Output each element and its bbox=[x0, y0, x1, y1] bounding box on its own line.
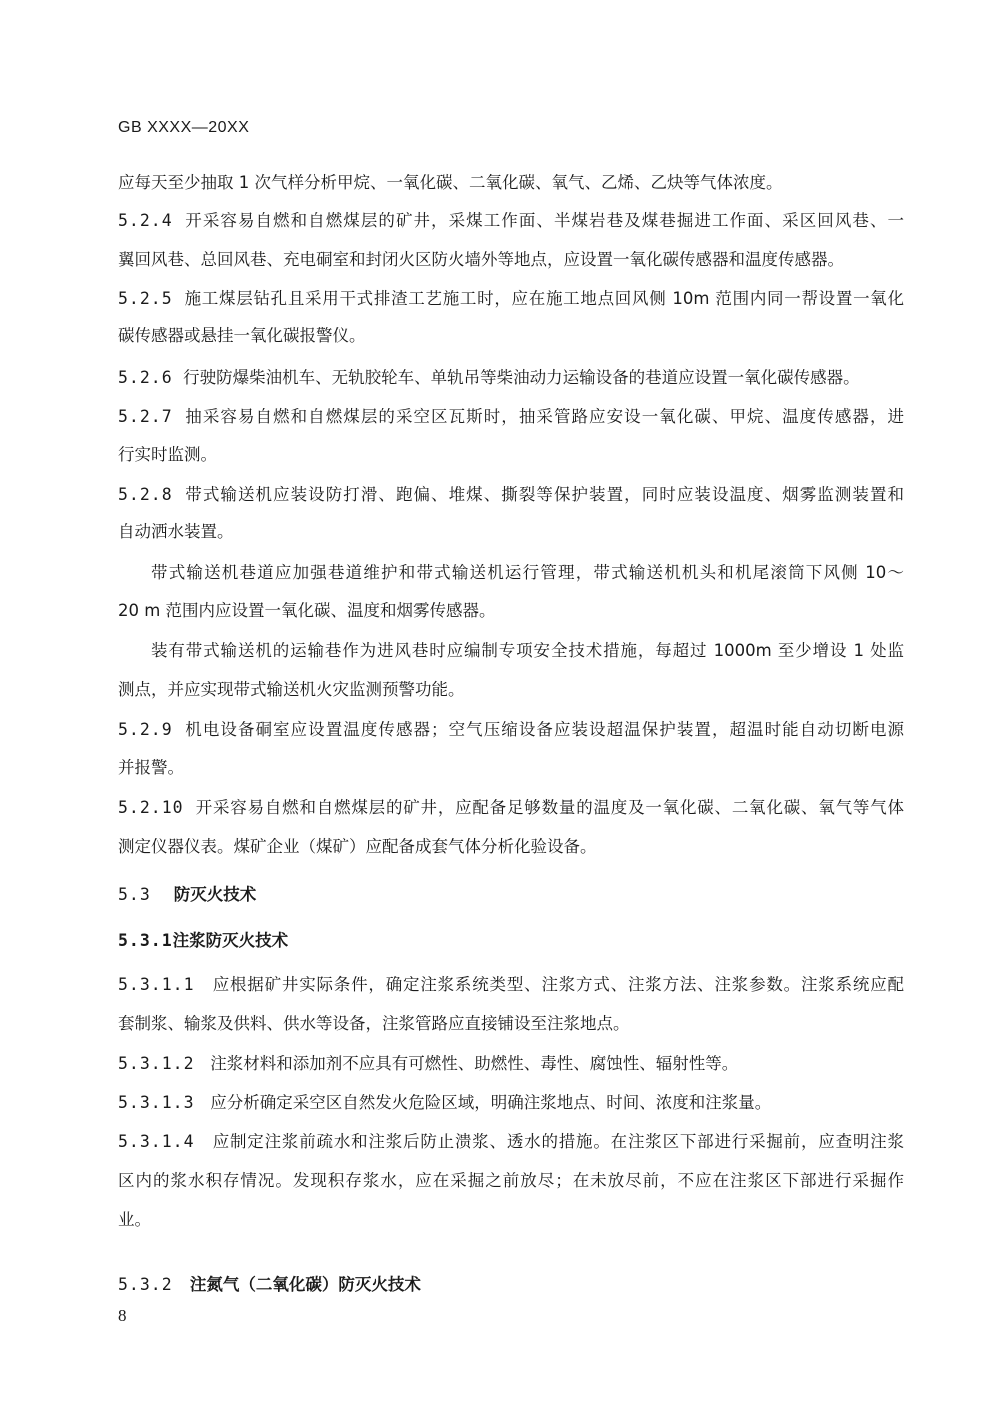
paragraph-line: 装有带式输送机的运输巷作为进风巷时应编制专项安全技术措施，每超过 1000m 至少增设 1 处监 bbox=[151, 641, 904, 660]
clause-number: 5.3.1.2 bbox=[118, 1054, 195, 1073]
clause-5-2-5: 5.2.5 施工煤层钻孔且采用干式排渣工艺施工时，应在施工地点回风侧 10m 范围内同一帮设置一氧化 bbox=[118, 289, 905, 308]
clause-5-2-9: 5.2.9 机电设备硐室应设置温度传感器；空气压缩设备应装设超温保护装置，超温时能自动切断电源 bbox=[118, 720, 904, 739]
body-line: 测定仪器仪表。煤矿企业（煤矿）应配备成套气体分析化验设备。 bbox=[118, 837, 597, 856]
clause-number: 5.2.9 bbox=[118, 720, 173, 739]
standard-code-header: GB XXXX—20XX bbox=[118, 119, 250, 136]
body-line: 自动洒水装置。 bbox=[118, 522, 234, 541]
body-line: 应每天至少抽取 1 次气样分析甲烷、一氧化碳、二氧化碳、氧气、乙烯、乙炔等气体浓度。 bbox=[118, 173, 783, 192]
clause-number: 5.2.7 bbox=[118, 407, 173, 426]
clause-5-2-8: 5.2.8 带式输送机应装设防打滑、跑偏、堆煤、撕裂等保护装置，同时应装设温度、烟雾监测装置和 bbox=[118, 485, 904, 504]
clause-number: 5.2.8 bbox=[118, 485, 173, 504]
clause-5-2-4: 5.2.4 开采容易自燃和自燃煤层的矿井，采煤工作面、半煤岩巷及煤巷掘进工作面、采区回风巷、一 bbox=[118, 211, 904, 230]
section-heading-5-3: 5.3 防灭火技术 bbox=[118, 885, 257, 904]
clause-5-3-1-4: 5.3.1.4 应制定注浆前疏水和注浆后防止溃浆、透水的措施。在注浆区下部进行采掘前，应查明注浆 bbox=[118, 1132, 904, 1151]
body-line: 业。 bbox=[118, 1210, 151, 1229]
paragraph-line: 带式输送机巷道应加强巷道维护和带式输送机运行管理，带式输送机机头和机尾滚筒下风侧 10～ bbox=[151, 563, 904, 582]
body-line: 并报警。 bbox=[118, 758, 184, 777]
body-line: 行实时监测。 bbox=[118, 445, 217, 464]
body-line: 区内的浆水积存情况。发现积存浆水，应在采掘之前放尽；在未放尽前，不应在注浆区下部进行采掘作 bbox=[118, 1171, 904, 1190]
clause-number: 5.2.10 bbox=[118, 798, 184, 817]
clause-5-2-10: 5.2.10 开采容易自燃和自燃煤层的矿井，应配备足够数量的温度及一氧化碳、二氧化碳、氧气等气体 bbox=[118, 798, 905, 817]
clause-number: 5.2.6 bbox=[118, 368, 173, 387]
section-number: 5.3 bbox=[118, 885, 151, 904]
clause-5-3-1-2: 5.3.1.2 注浆材料和添加剂不应具有可燃性、助燃性、毒性、腐蚀性、辐射性等。 bbox=[118, 1054, 739, 1073]
body-line: 碳传感器或悬挂一氧化碳报警仪。 bbox=[118, 326, 366, 345]
body-line: 测点，并应实现带式输送机火灾监测预警功能。 bbox=[118, 680, 465, 699]
clause-5-2-7: 5.2.7 抽采容易自燃和自燃煤层的采空区瓦斯时，抽采管路应安设一氧化碳、甲烷、温度传感器，进 bbox=[118, 407, 904, 426]
section-number: 5.3.1 bbox=[118, 931, 173, 950]
body-line: 翼回风巷、总回风巷、充电硐室和封闭火区防火墙外等地点，应设置一氧化碳传感器和温度传感器。 bbox=[118, 250, 844, 269]
clause-number: 5.2.5 bbox=[118, 289, 173, 308]
clause-5-3-1-3: 5.3.1.3 应分析确定采空区自然发火危险区域，明确注浆地点、时间、浓度和注浆量。 bbox=[118, 1093, 772, 1112]
section-number: 5.3.2 bbox=[118, 1275, 173, 1294]
clause-number: 5.2.4 bbox=[118, 211, 173, 230]
clause-5-2-6: 5.2.6 行驶防爆柴油机车、无轨胶轮车、单轨吊等柴油动力运输设备的巷道应设置一氧化碳传感器。 bbox=[118, 368, 860, 387]
clause-number: 5.3.1.1 bbox=[118, 975, 195, 994]
page-number: 8 bbox=[118, 1306, 127, 1325]
clause-5-3-1-1: 5.3.1.1 应根据矿井实际条件，确定注浆系统类型、注浆方式、注浆方法、注浆参数。注浆系统应配 bbox=[118, 975, 904, 994]
section-heading-5-3-1: 5.3.1注浆防灭火技术 bbox=[118, 931, 289, 950]
section-heading-5-3-2: 5.3.2 注氮气（二氧化碳）防灭火技术 bbox=[118, 1275, 421, 1294]
body-line: 20 m 范围内应设置一氧化碳、温度和烟雾传感器。 bbox=[118, 601, 496, 620]
body-line: 套制浆、输浆及供料、供水等设备，注浆管路应直接铺设至注浆地点。 bbox=[118, 1014, 630, 1033]
clause-number: 5.3.1.4 bbox=[118, 1132, 195, 1151]
clause-number: 5.3.1.3 bbox=[118, 1093, 195, 1112]
